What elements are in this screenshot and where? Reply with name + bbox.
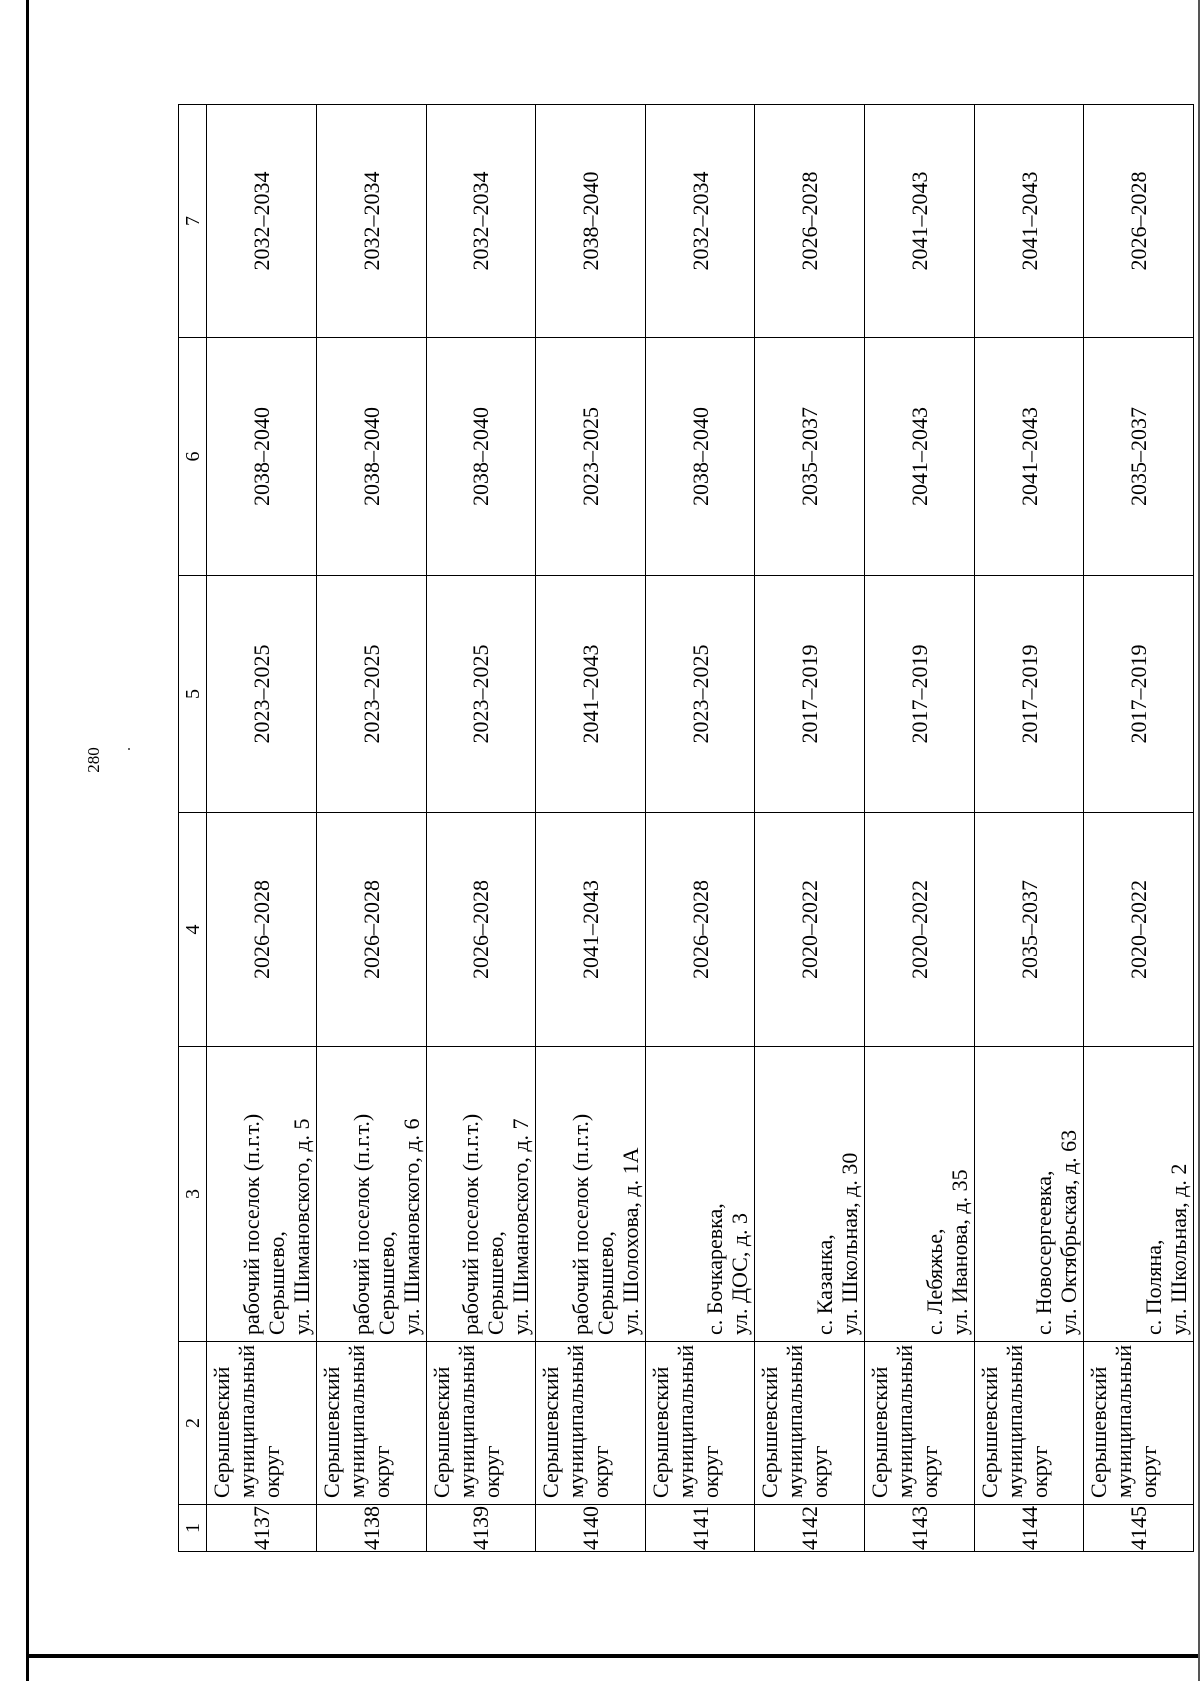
row-number-cell: [426, 1505, 536, 1552]
district-line: Серышевский: [209, 1366, 235, 1498]
period-cell-c6: [316, 338, 426, 576]
column-header: 6: [179, 338, 207, 576]
table-row: [645, 105, 755, 1552]
period-value: 2038–2040: [468, 407, 494, 506]
period-cell-c6: [1084, 338, 1194, 576]
district-cell: [426, 1342, 536, 1505]
period-value: 2041–2043: [577, 644, 603, 744]
district-line: округ: [478, 1445, 504, 1498]
district-line: округ: [588, 1445, 614, 1498]
period-cell-c5: [974, 576, 1084, 813]
address-cell: [865, 1047, 975, 1342]
row-number-cell: [645, 1505, 755, 1552]
district-line: муниципальный: [563, 1344, 589, 1498]
district-line: округ: [259, 1445, 285, 1498]
period-cell-c6: [536, 338, 646, 576]
district-cell: [207, 1342, 317, 1505]
period-value: 2023–2025: [687, 644, 713, 744]
table-row: [865, 105, 975, 1552]
period-cell-c6: [645, 338, 755, 576]
page-number: 280: [84, 747, 103, 773]
column-header: 5: [179, 576, 207, 813]
district-line: Серышевский: [867, 1366, 893, 1498]
district-line: Серышевский: [538, 1366, 564, 1498]
address-line: ул. Шолохова, д. 1А: [617, 1147, 643, 1335]
district-line: Серышевский: [976, 1366, 1002, 1498]
district-cell: [645, 1342, 755, 1505]
period-value: 2032–2034: [249, 171, 275, 271]
row-number: 4140: [577, 1506, 603, 1550]
table-row: [207, 105, 317, 1552]
row-number: 4138: [358, 1506, 384, 1550]
district-line: муниципальный: [234, 1344, 260, 1498]
period-cell-c7: [645, 105, 755, 338]
address-cell: [536, 1047, 646, 1342]
row-number: 4139: [468, 1506, 494, 1550]
row-number: 4143: [906, 1506, 932, 1550]
period-cell-c7: [426, 105, 536, 338]
district-line: Серышевский: [1086, 1366, 1112, 1498]
row-number: 4145: [1126, 1506, 1152, 1550]
column-header: 4: [179, 813, 207, 1047]
district-line: округ: [1136, 1445, 1162, 1498]
period-cell-c5: [755, 576, 865, 813]
row-number: 4141: [687, 1506, 713, 1550]
period-value: 2041–2043: [906, 407, 932, 506]
period-cell-c5: [316, 576, 426, 813]
period-value: 2017–2019: [797, 644, 823, 744]
period-cell-c5: [207, 576, 317, 813]
scan-edge-left: [26, 0, 29, 1681]
district-line: муниципальный: [343, 1344, 369, 1498]
district-line: округ: [807, 1445, 833, 1498]
district-line: округ: [1026, 1445, 1052, 1498]
address-line: с. Поляна,: [1141, 1239, 1166, 1335]
period-cell-c4: [426, 813, 536, 1047]
row-number-cell: [316, 1505, 426, 1552]
rotated-table-wrapper: [178, 105, 1194, 1552]
period-value: 2038–2040: [687, 407, 713, 506]
address-line: рабочий поселок (п.г.т.): [567, 1113, 593, 1335]
period-value: 2017–2019: [1126, 644, 1152, 744]
period-value: 2041–2043: [906, 171, 932, 271]
period-cell-c7: [536, 105, 646, 338]
row-number: 4144: [1016, 1506, 1042, 1550]
address-line: Серышево,: [592, 1231, 618, 1335]
column-header: 3: [179, 1047, 207, 1342]
period-value: 2026–2028: [1126, 171, 1152, 271]
district-cell: [865, 1342, 975, 1505]
period-cell-c6: [865, 338, 975, 576]
period-value: 2023–2025: [577, 407, 603, 506]
district-line: Серышевский: [318, 1366, 344, 1498]
district-line: муниципальный: [672, 1344, 698, 1498]
district-line: Серышевский: [647, 1366, 673, 1498]
period-value: 2023–2025: [358, 644, 384, 744]
table-row: [536, 105, 646, 1552]
address-line: ул. Иванова, д. 35: [946, 1169, 972, 1335]
district-line: округ: [917, 1445, 943, 1498]
period-value: 2035–2037: [1016, 880, 1042, 979]
period-value: 2023–2025: [249, 644, 275, 744]
address-line: ул. Школьная, д. 30: [837, 1152, 863, 1335]
period-cell-c7: [865, 105, 975, 338]
address-line: с. Новосергеевка,: [1031, 1170, 1057, 1335]
period-value: 2026–2028: [687, 880, 713, 979]
period-value: 2023–2025: [468, 644, 494, 744]
address-line: ул. ДОС, д. 3: [727, 1212, 753, 1335]
table-row: [755, 105, 865, 1552]
address-line: ул. Шимановского, д. 7: [508, 1118, 534, 1335]
address-cell: [755, 1047, 865, 1342]
period-value: 2020–2022: [906, 880, 932, 979]
period-cell-c7: [316, 105, 426, 338]
address-cell: [316, 1047, 426, 1342]
period-value: 2041–2043: [1016, 171, 1042, 271]
address-line: с. Бочкаревка,: [702, 1203, 728, 1335]
district-line: муниципальный: [1111, 1344, 1137, 1498]
period-cell-c4: [1084, 813, 1194, 1047]
period-cell-c6: [207, 338, 317, 576]
address-line: Серышево,: [263, 1231, 289, 1335]
address-line: Серышево,: [483, 1231, 509, 1335]
period-value: 2017–2019: [906, 644, 932, 744]
period-value: 2041–2043: [577, 880, 603, 979]
district-line: округ: [697, 1445, 723, 1498]
address-line: ул. Школьная, д. 2: [1166, 1163, 1191, 1335]
address-cell: [645, 1047, 755, 1342]
address-line: ул. Шимановского, д. 6: [398, 1118, 424, 1335]
table-row: [316, 105, 426, 1552]
address-line: с. Казанка,: [812, 1234, 838, 1335]
district-line: муниципальный: [892, 1344, 918, 1498]
address-line: ул. Шимановского, д. 5: [288, 1118, 314, 1335]
address-cell: [974, 1047, 1084, 1342]
period-cell-c5: [645, 576, 755, 813]
district-line: муниципальный: [453, 1344, 479, 1498]
period-cell-c5: [865, 576, 975, 813]
table-body: [179, 105, 1194, 1552]
scan-edge-bottom: [26, 1654, 1200, 1658]
row-number-cell: [974, 1505, 1084, 1552]
page-number-container: [84, 730, 104, 790]
period-value: 2038–2040: [358, 407, 384, 506]
table-row: [426, 105, 536, 1552]
period-cell-c6: [755, 338, 865, 576]
address-line: с. Лебяжье,: [921, 1228, 947, 1335]
address-line: ул. Октябрьская, д. 63: [1056, 1129, 1082, 1335]
period-cell-c4: [645, 813, 755, 1047]
period-cell-c6: [974, 338, 1084, 576]
district-line: Серышевский: [757, 1366, 783, 1498]
row-number-cell: [207, 1505, 317, 1552]
district-cell: [1084, 1342, 1194, 1505]
table-header-row: [179, 105, 207, 1552]
address-line: рабочий поселок (п.г.т.): [348, 1113, 374, 1335]
period-value: 2041–2043: [1016, 407, 1042, 506]
table-row: [1084, 105, 1194, 1552]
district-line: муниципальный: [1001, 1344, 1027, 1498]
column-header: 7: [179, 105, 207, 338]
district-line: Серышевский: [428, 1366, 454, 1498]
column-header: 1: [179, 1505, 207, 1552]
address-cell: [1084, 1047, 1194, 1342]
district-line: округ: [368, 1445, 394, 1498]
period-cell-c4: [755, 813, 865, 1047]
scan-speck: [128, 748, 130, 750]
period-value: 2032–2034: [358, 171, 384, 271]
period-cell-c6: [426, 338, 536, 576]
period-cell-c5: [1084, 576, 1194, 813]
period-cell-c5: [536, 576, 646, 813]
row-number: 4137: [249, 1506, 275, 1550]
period-cell-c5: [426, 576, 536, 813]
address-line: рабочий поселок (п.г.т.): [458, 1113, 484, 1335]
row-number: 4142: [797, 1506, 823, 1550]
district-cell: [755, 1342, 865, 1505]
period-cell-c4: [536, 813, 646, 1047]
period-value: 2026–2028: [249, 880, 275, 979]
address-cell: [426, 1047, 536, 1342]
row-number-cell: [1084, 1505, 1194, 1552]
period-cell-c7: [207, 105, 317, 338]
address-line: рабочий поселок (п.г.т.): [238, 1113, 264, 1335]
period-value: 2026–2028: [797, 171, 823, 271]
period-cell-c7: [755, 105, 865, 338]
period-value: 2038–2040: [577, 171, 603, 271]
address-line: Серышево,: [373, 1231, 399, 1335]
address-cell: [207, 1047, 317, 1342]
district-cell: [536, 1342, 646, 1505]
period-value: 2032–2034: [687, 171, 713, 271]
period-value: 2038–2040: [249, 407, 275, 506]
period-value: 2020–2022: [1126, 880, 1152, 979]
district-line: муниципальный: [782, 1344, 808, 1498]
district-cell: [316, 1342, 426, 1505]
period-cell-c4: [974, 813, 1084, 1047]
period-cell-c7: [1084, 105, 1194, 338]
period-value: 2017–2019: [1016, 644, 1042, 744]
period-cell-c7: [974, 105, 1084, 338]
district-cell: [974, 1342, 1084, 1505]
data-table: [178, 104, 1194, 1552]
period-value: 2026–2028: [468, 880, 494, 979]
period-value: 2032–2034: [468, 171, 494, 271]
row-number-cell: [536, 1505, 646, 1552]
period-cell-c4: [207, 813, 317, 1047]
period-value: 2026–2028: [358, 880, 384, 979]
row-number-cell: [865, 1505, 975, 1552]
period-value: 2020–2022: [797, 880, 823, 979]
row-number-cell: [755, 1505, 865, 1552]
period-cell-c4: [316, 813, 426, 1047]
period-value: 2035–2037: [1126, 407, 1152, 506]
period-cell-c4: [865, 813, 975, 1047]
table-row: [974, 105, 1084, 1552]
period-value: 2035–2037: [797, 407, 823, 506]
column-header: 2: [179, 1342, 207, 1505]
